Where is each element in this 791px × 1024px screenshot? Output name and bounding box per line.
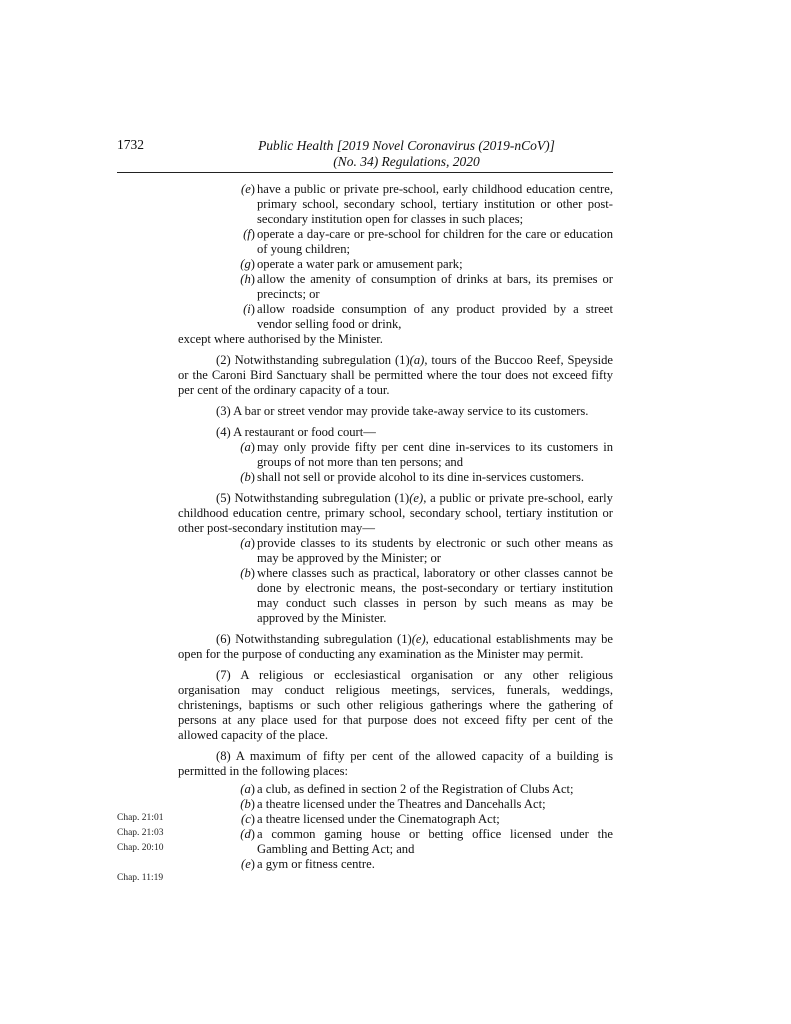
list-item-text: provide classes to its students by electronic or such other means as may be approved by the Minister; or [257,536,613,565]
list-marker: i [247,302,251,316]
list-item-text: operate a day-care or pre-school for children for the care or education of young children; [257,227,613,256]
subregulation-7: (7) A religious or ecclesiastical organisation or any other religious organisation may conduct religious meetings, services, funerals, weddings, christenings, baptisms or such other religious gatherings where the gathering of persons at any place used for that purpose does not exceed fifty per cent of the allowed capacity of the place. [178,668,613,742]
list-item-text: shall not sell or provide alcohol to its dine in-services customers. [257,470,585,484]
list-item-text: may only provide fifty per cent dine in-services to its customers in groups of not more than ten persons; and [257,440,613,469]
list-item: (a) a club, as defined in section 2 of the Registration of Clubs Act; [240,782,574,796]
list-item: (a) may only provide fifty per cent dine in-services to its customers in groups of not more than ten persons; and [240,440,613,469]
header-rule [117,172,613,173]
list-marker: e [245,857,251,871]
list-marker: b [244,797,251,811]
list-marker: d [244,827,251,841]
list-marker: b [244,470,251,484]
margin-note: Chap. 20:10 [117,843,164,853]
list-item-text: allow roadside consumption of any product provided by a street vendor selling food or drink, [257,302,613,331]
running-header [200,138,613,170]
list-marker: c [245,812,251,826]
list-marker: e [245,182,251,196]
page-number: 1732 [117,137,144,152]
list-item-text: a gym or fitness centre. [257,857,375,871]
list-item: (c) a theatre licensed under the Cinematograph Act; [241,812,500,826]
list-item: (g) operate a water park or amusement park; [240,257,463,271]
except-clause: except where authorised by the Minister. [178,332,383,346]
subregulation-4: (4) A restaurant or food court— [216,425,376,439]
list-item: (d) a common gaming house or betting office licensed under the Gambling and Betting Act; and [240,827,613,856]
list-item: (h) allow the amenity of consumption of drinks at bars, its premises or precincts; or [240,272,613,301]
list-item-text: have a public or private pre-school, early childhood education centre, primary school, secondary school, tertiary institution or other post-secondary institution open for classes in such places; [257,182,613,226]
list-item: (e) a gym or fitness centre. [241,857,375,871]
list-item-text: a theatre licensed under the Cinematograph Act; [257,812,500,826]
list-item-text: operate a water park or amusement park; [257,257,463,271]
list-marker: a [244,782,251,796]
list-item: (i) allow roadside consumption of any product provided by a street vendor selling food or drink, [243,302,613,331]
list-item: (b) shall not sell or provide alcohol to its dine in-services customers. [240,470,585,484]
subregulation-3: (3) A bar or street vendor may provide take-away service to its customers. [216,404,589,418]
margin-note: Chap. 11:19 [117,873,164,883]
subregulation-6: (6) Notwithstanding subregulation (1)(e), educational establishments may be open for the purpose of conducting any examination as the Minister may permit. [178,632,613,661]
subregulation-5: (5) Notwithstanding subregulation (1)(e), a public or private pre-school, early childhood education centre, primary school, secondary school, tertiary institution or other post-secondary institution may— [178,491,613,535]
regulation-body [178,182,613,872]
margin-note: Chap. 21:01 [117,813,164,823]
list-item: (f) operate a day-care or pre-school for children for the care or education of young children; [243,227,613,256]
list-marker: h [244,272,251,286]
list-marker: f [247,227,251,241]
list-item: (a) provide classes to its students by electronic or such other means as may be approved by the Minister; or [240,536,613,565]
list-item-text: a club, as defined in section 2 of the Registration of Clubs Act; [257,782,574,796]
list-marker: g [244,257,251,271]
list-marker: a [244,536,251,550]
header-line-1: Public Health [2019 Novel Coronavirus (2019-nCoV)] [258,138,555,153]
list-item-text: where classes such as practical, laboratory or other classes cannot be done by electronic means, the post-secondary or tertiary institution may conduct such classes in person by such means as may be approved by the Minister. [257,566,613,625]
list-item: (e) have a public or private pre-school, early childhood education centre, primary school, secondary school, tertiary institution or other post-secondary institution open for classes in such places; [241,182,613,226]
header-line-2: (No. 34) Regulations, 2020 [333,154,480,169]
subregulation-2: (2) Notwithstanding subregulation (1)(a), tours of the Buccoo Reef, Speyside or the Caroni Bird Sanctuary shall be permitted where the tour does not exceed fifty per cent of the ordinary capacity of a tour. [178,353,614,397]
list-marker: b [244,566,251,580]
list-item-text: a common gaming house or betting office licensed under the Gambling and Betting Act; and [257,827,613,856]
list-item-text: allow the amenity of consumption of drinks at bars, its premises or precincts; or [257,272,613,301]
list-marker: a [244,440,251,454]
list-item: (b) where classes such as practical, laboratory or other classes cannot be done by electronic means, the post-secondary or tertiary institution may conduct such classes in person by such means as may be approved by the Minister. [240,566,613,625]
margin-note: Chap. 21:03 [117,828,164,838]
subregulation-8: (8) A maximum of fifty per cent of the allowed capacity of a building is permitted in the following places: [178,749,613,778]
list-item: (b) a theatre licensed under the Theatres and Dancehalls Act; [240,797,546,811]
list-item-text: a theatre licensed under the Theatres and Dancehalls Act; [257,797,546,811]
